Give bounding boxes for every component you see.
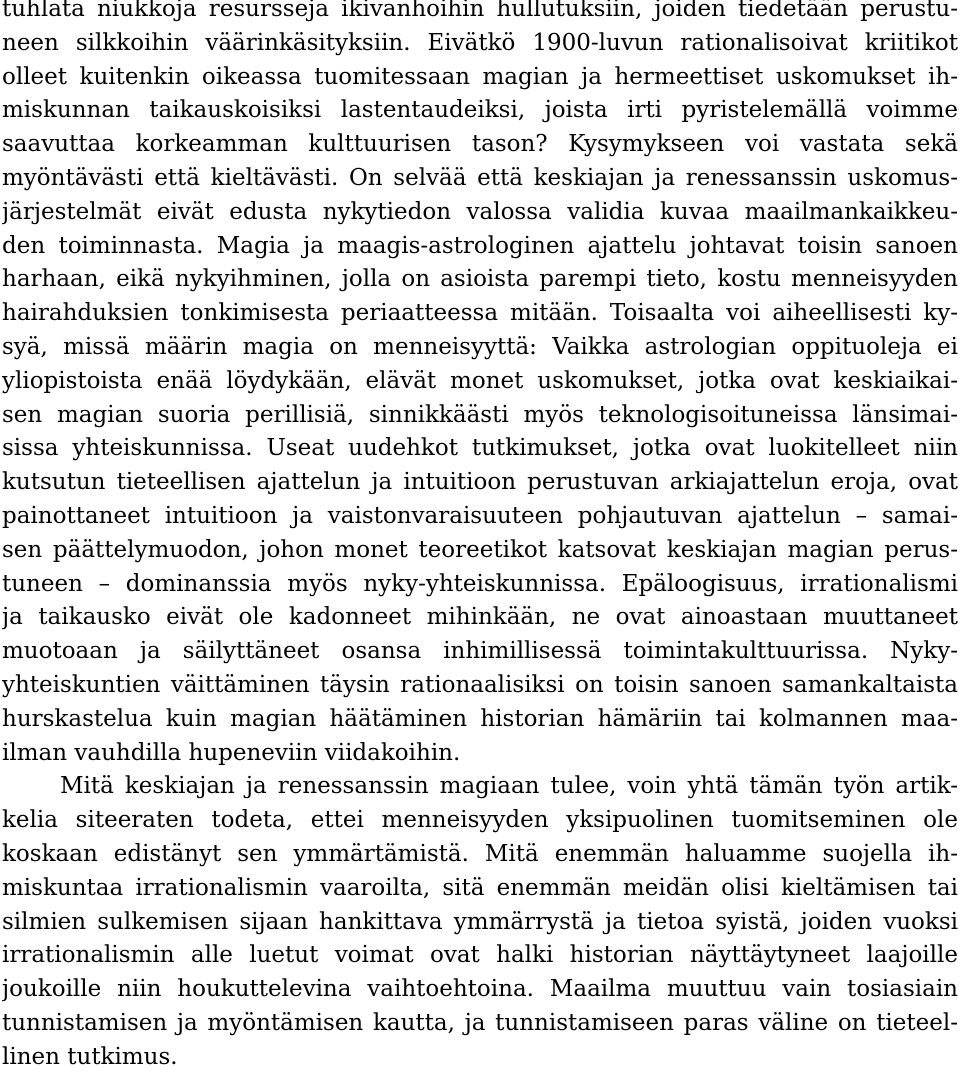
text-line: syä, missä määrin magia on menneisyyttä: Vaikka astrologian oppituoleja ei [2,333,958,360]
text-line: miskunnan taikauskoisiksi lastentaudeiksi, joista irti pyristelemällä voimme [2,97,958,124]
text-line: muotoaan ja säilyttäneet osansa inhimillisessä toimintakulttuurissa. Nyky- [2,638,958,665]
text-line: myöntävästi että kieltävästi. On selvää että keskiajan ja renessanssin uskomus- [2,164,958,191]
text-line: hairahduksien tonkimisesta periaatteessa mitään. Toisaalta voi aiheellisesti ky- [2,300,958,327]
text-line: kutsutun tieteellisen ajattelun ja intuitioon perustuvan arkiajattelun eroja, ovat [2,469,958,496]
text-line: painottaneet intuitioon ja vaistonvaraisuuteen pohjautuvan ajattelun – samai- [2,502,958,529]
text-line: miskuntaa irrationalismin vaaroilta, sitä enemmän meidän olisi kieltämisen tai [2,874,958,901]
text-line: sissa yhteiskunnissa. Useat uudehkot tutkimukset, jotka ovat luokitelleet niin [2,435,958,462]
text-line: tunnistamisen ja myöntämisen kautta, ja tunnistamiseen paras väline on tieteel- [2,1009,958,1036]
text-line: tuhlata niukkoja resursseja ikivanhoihin hullutuksiin, joiden tiedetään perustu- [2,0,958,22]
text-line: hurskastelua kuin magian häätäminen historian hämäriin tai kolmannen maa- [2,705,958,732]
text-line: silmien sulkemisen sijaan hankittava ymmärrystä ja tietoa syistä, joiden vuoksi [2,908,958,935]
text-line: harhaan, eikä nykyihminen, jolla on asioista parempi tieto, kostu menneisyyden [2,266,958,293]
text-line: sen magian suoria perillisiä, sinnikkäästi myös teknologisoituneissa länsimai- [2,401,958,428]
text-line: Mitä keskiajan ja renessanssin magiaan tulee, voin yhtä tämän työn artik- [60,773,958,800]
text-line: linen tutkimus. [2,1043,178,1070]
text-line: joukoille niin houkuttelevina vaihtoehtoina. Maailma muuttuu vain tosiasiain [2,976,958,1003]
text-line: irrationalismin alle luetut voimat ovat halki historian näyttäytyneet laajoille [2,942,958,969]
text-line: sen päättelymuodon, johon monet teoreetikot katsovat keskiajan magian perus- [2,536,958,563]
text-line: den toiminnasta. Magia ja maagis-astrologinen ajattelu johtavat toisin sanoen [2,232,958,259]
text-line: neen silkkoihin väärinkäsityksiin. Eivätkö 1900-luvun rationalisoivat kriitikot [2,29,958,56]
text-line: yliopistoista enää löydykään, elävät monet uskomukset, jotka ovat keskiaikai- [2,367,958,394]
text-line: ja taikausko eivät ole kadonneet mihinkään, ne ovat ainoastaan muuttaneet [2,604,958,631]
text-line: koskaan edistänyt sen ymmärtämistä. Mitä enemmän haluamme suojella ih- [2,840,958,867]
text-line: olleet kuitenkin oikeassa tuomitessaan magian ja hermeettiset uskomukset ih- [2,63,958,90]
text-line: järjestelmät eivät edusta nykytiedon valossa validia kuvaa maailmankaikkeu- [2,198,958,225]
text-line: yhteiskuntien väittäminen täysin rationaalisiksi on toisin sanoen samankaltaista [2,671,958,698]
text-line: ilman vauhdilla hupeneviin viidakoihin. [2,739,461,766]
text-line: tuneen – dominanssia myös nyky-yhteiskunnissa. Epäloogisuus, irrationalismi [2,570,958,597]
text-line: saavuttaa korkeamman kulttuurisen tason? Kysymykseen voi vastata sekä [2,131,958,158]
text-line: kelia siteeraten todeta, ettei menneisyyden yksipuolinen tuomitseminen ole [2,807,958,834]
